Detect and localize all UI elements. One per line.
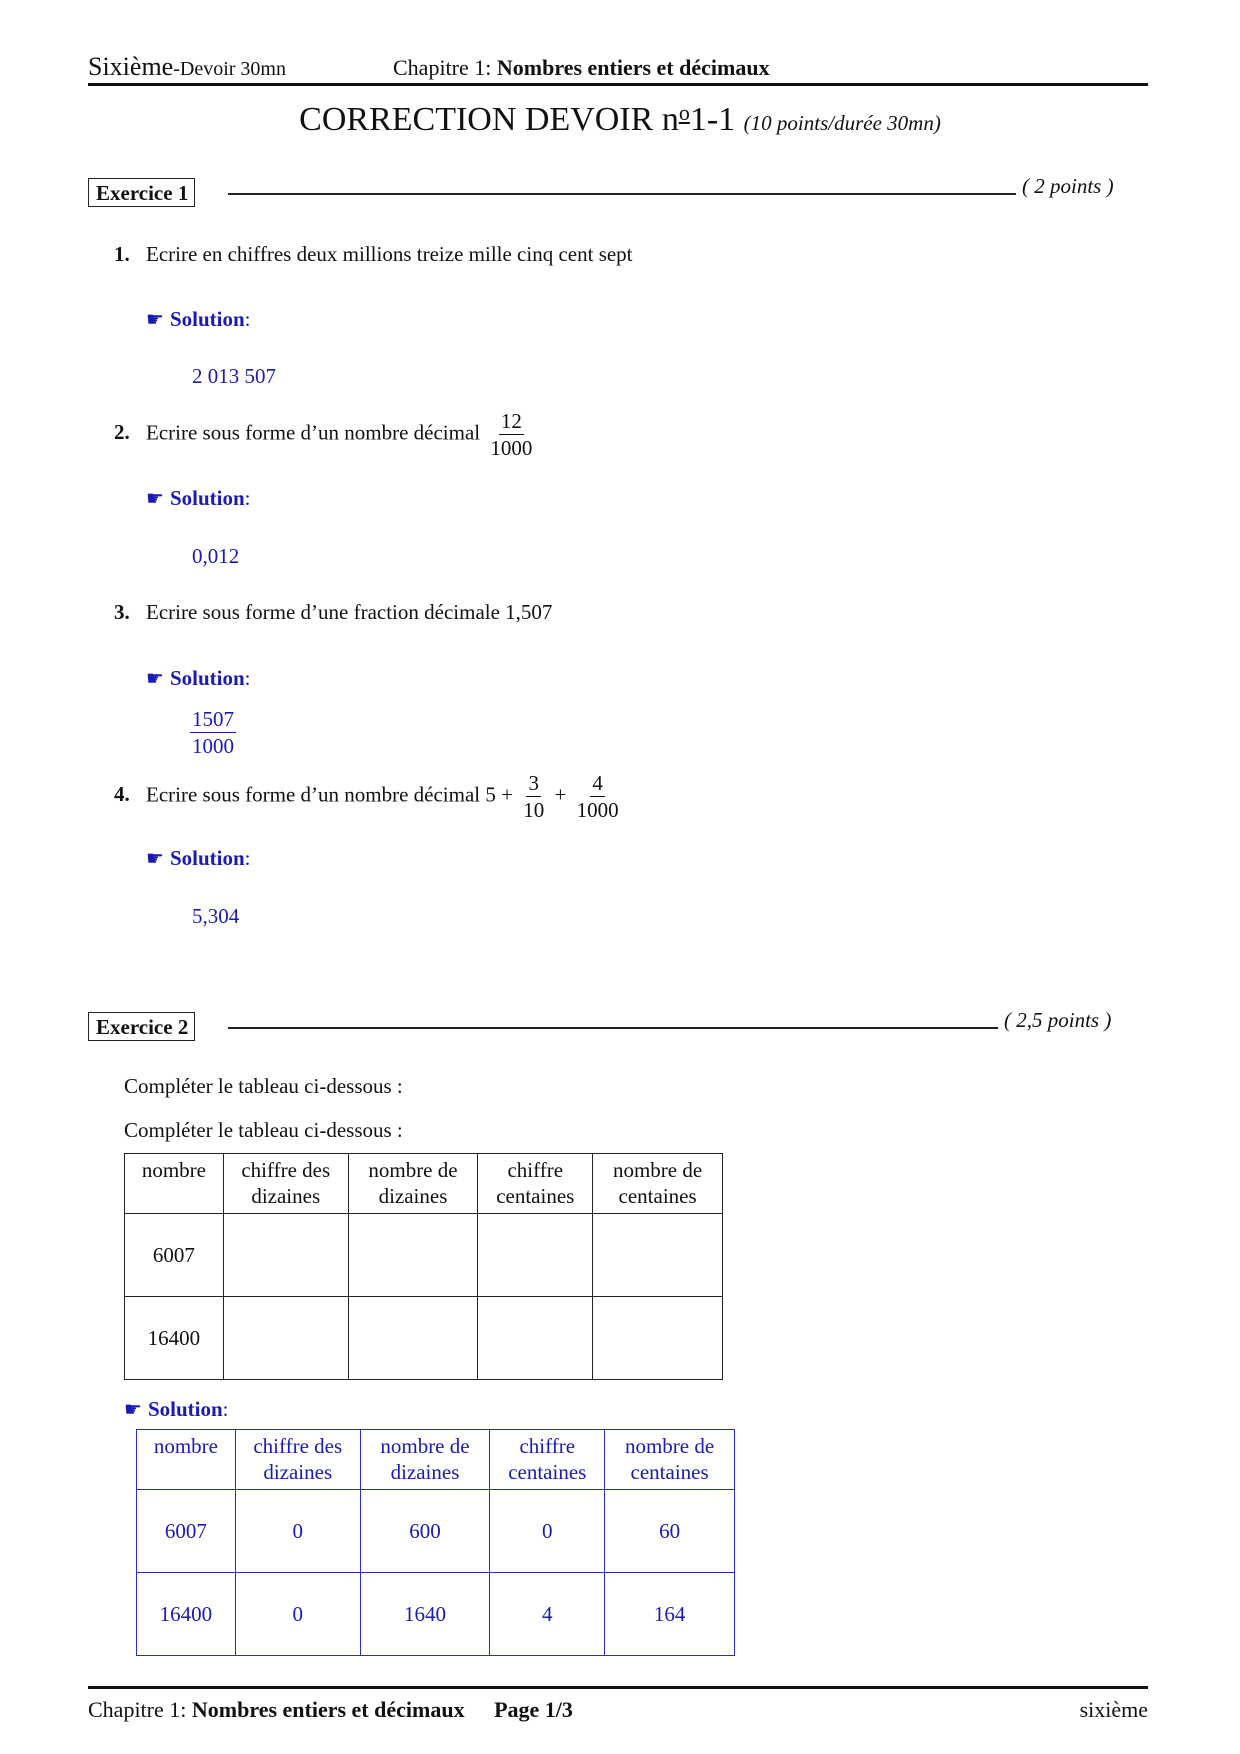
question-number: 1.	[114, 242, 130, 266]
solution-colon: :	[244, 666, 251, 690]
header-line: chiffre des	[241, 1158, 331, 1182]
table-cell: 164	[605, 1573, 735, 1656]
pointing-hand-icon: ☛	[146, 309, 164, 331]
header-cell	[478, 1154, 593, 1214]
header-line: nombre de	[380, 1434, 470, 1458]
pointing-hand-icon: ☛	[146, 848, 164, 870]
solution-heading	[146, 486, 250, 511]
header-line: centaines	[630, 1460, 709, 1484]
solution-heading	[146, 846, 250, 871]
header-line: centaines	[618, 1184, 697, 1208]
header-cell	[137, 1430, 236, 1490]
table-cell: 0	[235, 1490, 360, 1573]
page-title	[0, 100, 1240, 139]
footer-chapter-label: Chapitre 1:	[88, 1697, 192, 1722]
solution-heading	[124, 1397, 228, 1422]
solution-colon: :	[244, 846, 251, 870]
table-row	[125, 1214, 723, 1297]
page-footer	[88, 1697, 1148, 1723]
header-divider	[88, 83, 1148, 86]
question-3	[114, 600, 552, 625]
table-header-row	[125, 1154, 723, 1214]
answer-3	[190, 706, 236, 759]
header-line: dizaines	[263, 1460, 333, 1484]
solution-label: Solution	[169, 307, 245, 331]
question-number: 4.	[114, 782, 130, 807]
table-cell: 16400	[125, 1297, 224, 1380]
table-row	[137, 1490, 735, 1573]
page-header	[88, 52, 1148, 84]
table-row	[137, 1573, 735, 1656]
instruction-2: Compléter le tableau ci-dessous :	[124, 1118, 403, 1142]
table-cell: 1640	[360, 1573, 490, 1656]
header-line: nombre	[153, 1434, 218, 1458]
header-line: chiffre	[519, 1434, 576, 1458]
numerator: 4	[592, 771, 603, 795]
solution-label: Solution	[169, 486, 245, 510]
header-chapter-title: Nombres entiers et décimaux	[496, 55, 770, 80]
denominator: 10	[523, 798, 545, 822]
title-number: 1-1	[689, 101, 736, 138]
table-cell: 0	[490, 1490, 605, 1573]
table-cell	[348, 1214, 478, 1297]
instruction-1: Compléter le tableau ci-dessous :	[124, 1074, 403, 1098]
title-details: (10 points/durée 30mn)	[743, 111, 941, 135]
table-cell: 6007	[137, 1490, 236, 1573]
answer-1: 2 013 507	[192, 364, 276, 388]
table-cell: 16400	[137, 1573, 236, 1656]
table-cell: 600	[360, 1490, 490, 1573]
denominator: 1000	[576, 798, 619, 822]
denominator: 1000	[192, 734, 234, 758]
header-cell	[348, 1154, 478, 1214]
header-line: chiffre des	[253, 1434, 343, 1458]
numerator: 1507	[192, 707, 234, 731]
fraction	[521, 770, 546, 823]
solution-colon: :	[222, 1397, 229, 1421]
header-line: dizaines	[390, 1460, 460, 1484]
table-cell: 6007	[125, 1214, 224, 1297]
table-cell	[478, 1214, 593, 1297]
question-text: Ecrire sous forme d’un nombre décimal	[146, 782, 481, 807]
header-cell	[605, 1430, 735, 1490]
page-number: Page 1/3	[494, 1697, 573, 1722]
pointing-hand-icon: ☛	[124, 1399, 142, 1421]
plus-sign: +	[554, 782, 567, 807]
denominator: 1000	[490, 436, 533, 460]
question-text: Ecrire sous forme d’une fraction décimale 1,507	[146, 600, 553, 624]
title-main: CORRECTION DEVOIR n	[299, 101, 679, 138]
expression-term: 5 +	[485, 782, 513, 807]
question-number: 3.	[114, 600, 130, 624]
header-cell	[223, 1154, 348, 1214]
table-cell	[223, 1214, 348, 1297]
table-cell	[348, 1297, 478, 1380]
header-chapter	[393, 55, 770, 81]
solution-label: Solution	[147, 1397, 223, 1421]
solution-colon: :	[244, 486, 251, 510]
solution-heading	[146, 307, 250, 332]
footer-chapter-title: Nombres entiers et décimaux	[191, 1697, 465, 1722]
table-cell: 0	[235, 1573, 360, 1656]
footer-level: sixième	[1079, 1697, 1148, 1722]
footer-divider	[88, 1686, 1148, 1689]
header-cell	[235, 1430, 360, 1490]
solution-label: Solution	[169, 666, 245, 690]
table-cell	[593, 1297, 723, 1380]
exercise-2-points: ( 2,5 points )	[1004, 1008, 1112, 1032]
question-text: Ecrire sous forme d’un nombre décimal	[146, 420, 481, 445]
exercise-table	[124, 1153, 723, 1380]
solution-heading	[146, 666, 250, 691]
question-text: Ecrire en chiffres deux millions treize mille cinq cent sept	[146, 242, 633, 266]
header-cell	[593, 1154, 723, 1214]
pointing-hand-icon: ☛	[146, 668, 164, 690]
table-cell	[478, 1297, 593, 1380]
question-4	[114, 770, 624, 823]
answer-4: 5,304	[192, 904, 240, 928]
header-line: centaines	[496, 1184, 575, 1208]
exercise-2-label: Exercice 2	[88, 1012, 195, 1041]
fraction	[488, 408, 534, 461]
numerator: 3	[528, 771, 539, 795]
header-cell	[125, 1154, 224, 1214]
fraction	[190, 706, 236, 759]
question-1	[114, 242, 633, 267]
table-cell: 4	[490, 1573, 605, 1656]
header-line: nombre de	[612, 1158, 703, 1182]
header-line: nombre	[141, 1158, 206, 1182]
header-line: nombre de	[624, 1434, 715, 1458]
table-header-row	[137, 1430, 735, 1490]
table-cell: 60	[605, 1490, 735, 1573]
question-2	[114, 408, 537, 461]
exercise-2-rule	[228, 1027, 998, 1029]
solution-table	[136, 1429, 735, 1656]
title-superscript: o	[678, 100, 690, 125]
question-number: 2.	[114, 420, 130, 445]
header-line: nombre de	[368, 1158, 458, 1182]
table-cell	[223, 1297, 348, 1380]
solution-label: Solution	[169, 846, 245, 870]
header-cell	[360, 1430, 490, 1490]
numerator: 12	[500, 409, 522, 433]
table-row	[125, 1297, 723, 1380]
table-cell	[593, 1214, 723, 1297]
exercise-1-points: ( 2 points )	[1022, 174, 1114, 198]
header-chapter-label: Chapitre 1:	[393, 55, 497, 80]
header-line: centaines	[508, 1460, 587, 1484]
header-level: Sixième	[88, 52, 174, 81]
fraction	[575, 770, 621, 823]
exercise-1-label: Exercice 1	[88, 178, 195, 207]
header-subtitle: -Devoir 30mn	[173, 58, 286, 80]
pointing-hand-icon: ☛	[146, 488, 164, 510]
header-line: dizaines	[378, 1184, 448, 1208]
header-line: chiffre	[507, 1158, 564, 1182]
header-cell	[490, 1430, 605, 1490]
solution-colon: :	[244, 307, 251, 331]
header-line: dizaines	[251, 1184, 321, 1208]
exercise-1-rule	[228, 193, 1016, 195]
answer-2: 0,012	[192, 544, 240, 568]
